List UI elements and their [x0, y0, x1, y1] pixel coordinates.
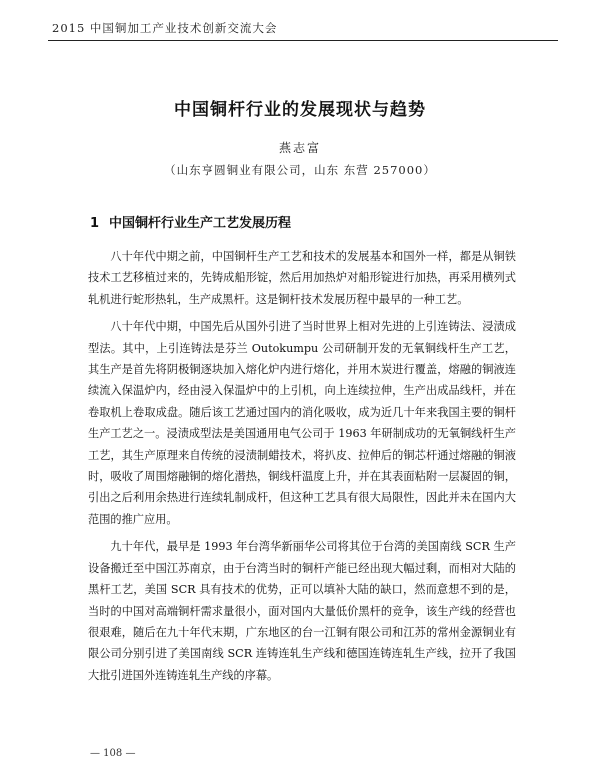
section-heading [90, 212, 291, 231]
body-text [88, 246, 516, 692]
header-rule [48, 40, 558, 41]
section-number: 1 [90, 216, 100, 231]
author-name: 燕志富 [278, 141, 321, 155]
paragraph-3: 九十年代，最早是 1993 年台湾华新丽华公司将其位于台湾的美国南线 SCR 生产设备搬迁至中国江苏南京，由于台湾当时的铜杆产能已经出现大幅过剩，而相对大陆的黑杆工艺，美国 SCR 具有技术的优势，正可以填补大陆的缺口，然而意想不到的是，当时的中国对高端铜杆需求量很小，面对国内大量低价黑杆的竞争，该生产线的经营也很艰难，随后在九十年代末期，广东地区的台一江铜有限公司和江苏的常州金源铜业有限公司分别引进了美国南线 SCR 连铸连轧生产线和德国连铸连轧生产线，拉开了我国大批引进国外连铸连轧生产线的序幕。 [88, 540, 516, 682]
section-title: 中国铜杆行业生产工艺发展历程 [109, 216, 292, 231]
paragraph-1: 八十年代中期之前，中国铜杆生产工艺和技术的发展基本和国外一样，都是从铜铁技术工艺移植过来的，先铸成船形锭，然后用加热炉对船形锭进行加热，再采用横列式轧机进行蛇形热轧，生产成黑杆。这是铜杆技术发展历程中最早的一种工艺。 [88, 250, 516, 306]
article-title: 中国铜杆行业的发展现状与趋势 [174, 100, 426, 120]
page-number: — 108 — [90, 748, 136, 759]
author-affiliation: （山东亨圆铜业有限公司，山东 东营 257000） [164, 163, 436, 177]
running-header: 2015 中国铜加工产业技术创新交流大会 [52, 21, 278, 35]
paragraph-2: 八十年代中期，中国先后从国外引进了当时世界上相对先进的上引连铸法、浸渍成型法。其中，上引连铸法是芬兰 Outokumpu 公司研制开发的无氧铜线杆生产工艺，其生产是首先将阴极铜逐块加入熔化炉内进行熔化，并用木炭进行覆盖，熔融的铜液连续流入保温炉内，经由浸入保温炉中的上引机，向上连续拉伸，生产出成品线杆，并在卷取机上卷取成盘。随后该工艺通过国内的消化吸收，成为近几十年来我国主要的铜杆生产工艺之一。浸渍成型法是美国通用电气公司于 1963 年研制成功的无氧铜线杆生产工艺，其生产原理来自传统的浸渍制蜡技术，将扒皮、拉伸后的铜芯杆通过熔融的铜液时，吸收了周围熔融铜的熔化潜热，铜线杆温度上升，并在其表面粘附一层凝固的铜，引出之后利用余热进行连续轧制成杆，但这种工艺具有很大局限性，因此并未在国内大范围的推广应用。 [88, 320, 516, 526]
